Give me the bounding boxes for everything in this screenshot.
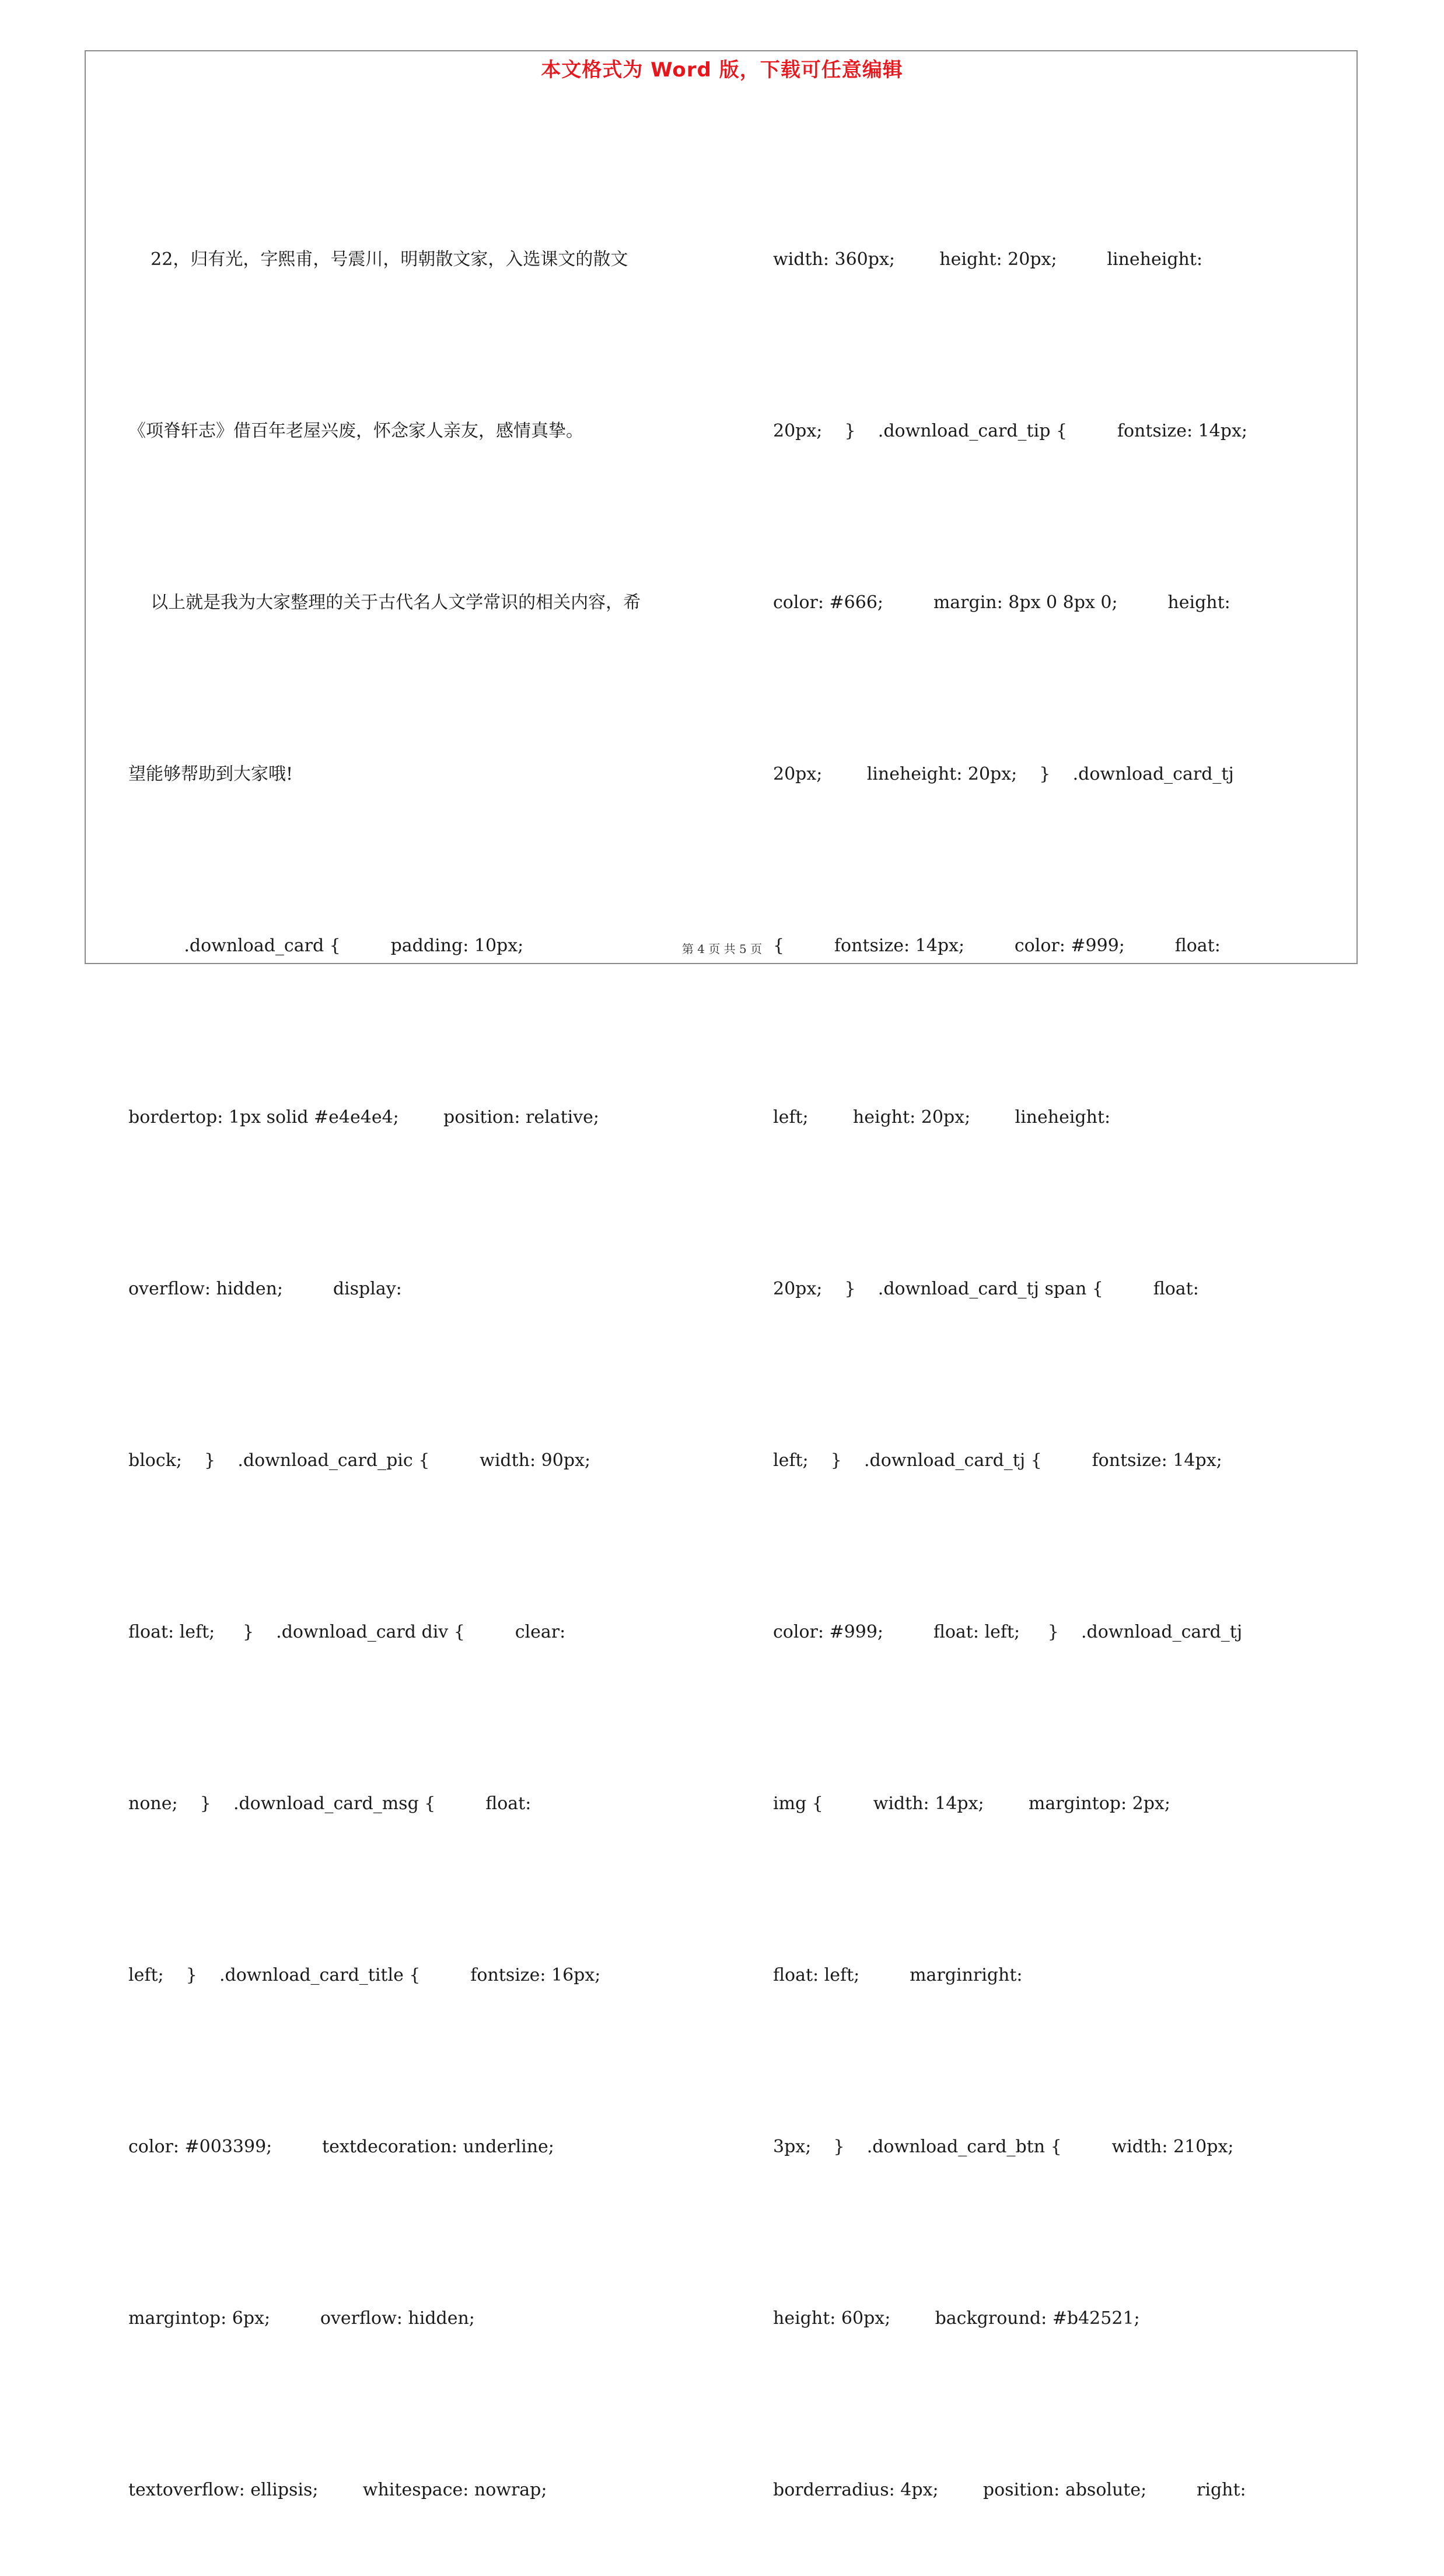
page-number-footer: 第 4 页 共 5 页 [681, 942, 763, 956]
text-line: 20px; lineheight: 20px; } .download_card_tj [773, 764, 1234, 784]
text-line: color: #666; margin: 8px 0 8px 0; height: [773, 592, 1230, 613]
text-line: img { width: 14px; margintop: 2px; [773, 1793, 1170, 1814]
text-line: textoverflow: ellipsis; whitespace: nowrap; [128, 2480, 547, 2500]
text-line: left; } .download_card_title { fontsize: 16px; [128, 1965, 601, 1985]
text-line: block; } .download_card_pic { width: 90px; [128, 1450, 591, 1471]
text-line: 《项脊轩志》借百年老屋兴废，怀念家人亲友，感情真挚。 [128, 421, 583, 441]
text-line: overflow: hidden; display: [128, 1279, 402, 1299]
right-text-column [773, 117, 1356, 2576]
text-line: 20px; } .download_card_tj span { float: [773, 1279, 1199, 1299]
text-line: 22，归有光，字熙甫，号震川，明朝散文家，入选课文的散文 [128, 249, 628, 270]
text-line: left; } .download_card_tj { fontsize: 14px; [773, 1450, 1222, 1471]
text-line: 望能够帮助到大家哦! [128, 764, 293, 784]
text-line: { fontsize: 14px; color: #999; float: [773, 936, 1221, 956]
text-line: float: left; } .download_card div { clear: [128, 1622, 566, 1642]
text-line: left; height: 20px; lineheight: [773, 1107, 1111, 1128]
text-line: none; } .download_card_msg { float: [128, 1793, 532, 1814]
text-line: margintop: 6px; overflow: hidden; [128, 2308, 475, 2329]
text-line: bordertop: 1px solid #e4e4e4; position: relative; [128, 1107, 600, 1128]
text-line: borderradius: 4px; position: absolute; right: [773, 2480, 1246, 2500]
text-line: color: #003399; textdecoration: underline; [128, 2137, 554, 2157]
text-line: 3px; } .download_card_btn { width: 210px; [773, 2137, 1234, 2157]
text-line: color: #999; float: left; } .download_card_tj [773, 1622, 1243, 1642]
text-line: 以上就是我为大家整理的关于古代名人文学常识的相关内容，希 [128, 592, 641, 613]
text-line: 20px; } .download_card_tip { fontsize: 14px; [773, 421, 1248, 441]
text-line: height: 60px; background: #b42521; [773, 2308, 1140, 2329]
text-line: float: left; marginright: [773, 1965, 1023, 1985]
left-text-column [128, 117, 729, 2576]
word-format-notice: 本文格式为 Word 版，下载可任意编辑 [541, 58, 903, 82]
text-line: .download_card { padding: 10px; [128, 936, 524, 956]
text-line: width: 360px; height: 20px; lineheight: [773, 249, 1203, 270]
